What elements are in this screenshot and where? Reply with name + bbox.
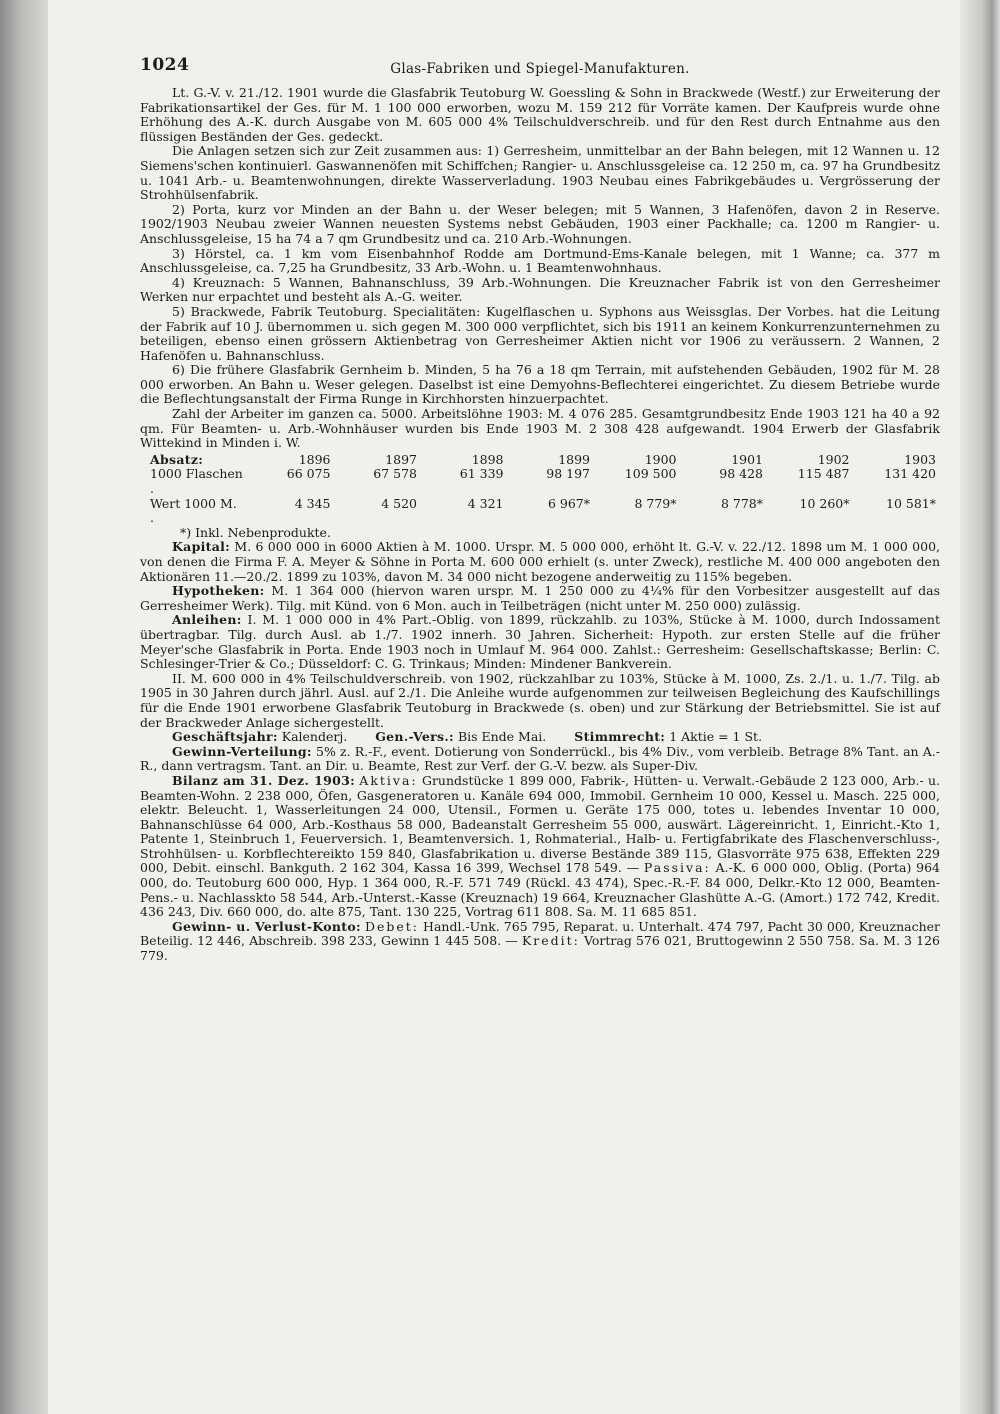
- year-cell: 1900: [644, 451, 677, 467]
- paragraph-acquisition: Lt. G.-V. v. 21./12. 1901 wurde die Glasfabrik Teutoburg W. Goessling & Sohn in Brackwede (Westf.) zur Erweiterung der Fabrikationsartikel der Ges. für M. 1 100 000 erworben, wozu M. 159 212 für Vorräte kamen. Der Kaufpreis wurde ohne Erhöhung des A.-K. durch Ausgabe von M. 605 000 4% Teilschuldverschreib. und für den Rest durch Entnahme aus den flüssigen Beständen der Ges. gedeckt.: [140, 85, 940, 144]
- year-cell: 1898: [471, 451, 504, 467]
- value-cell: 115 487: [797, 466, 850, 482]
- year-cell: 1897: [385, 451, 417, 467]
- anleihen-text: I. M. 1 000 000 in 4% Part.-Oblig. von 1899, rückzahlb. zu 103%, Stücke à M. 1000, durch Indossament übertragbar. Tilg. durch Ausl. ab 1./7. 1902 innerh. 30 Jahren. Sicherheit: Hypoth. zur ersten Stelle auf die früher Meyer'sche Glasfabrik in Porta. Ende 1903 noch in Umlauf M. 964 000. Zahlst.: Gerresheim: Gesellschaftskasse; Berlin: C. Schlesinger-Trier & Co.; Düsseldorf: C. G. Trinkaus; Minden: Mindener Bankverein.: [140, 612, 940, 672]
- paragraph-porta: 2) Porta, kurz vor Minden an der Bahn u. der Weser belegen; mit 5 Wannen, 3 Hafenöfen, davon 2 in Reserve. 1902/1903 Neubau zweier Wannen neuesten Systems nebst Gebäuden, 1903 einer Packhalle; ca. 1200 m Rangier- u. Anschlussgeleise, 15 ha 74 a 7 qm Grundbesitz und ca. 210 Arb.-Wohnungen.: [140, 201, 940, 246]
- year-cell: 1901: [731, 451, 763, 467]
- section-anleihen-ii: II. M. 600 000 in 4% Teilschuldverschreib. von 1902, rückzahlbar zu 103%, Stücke à M. 1000, Zs. 2./1. u. 1./7. Tilg. ab 1905 in 30 Jahren durch jährl. Ausl. auf 2./1. Die Anleihe wurde aufgenommen zur teilweisen Begleichung des Kaufschillings für die Ende 1901 erworbene Glasfabrik Teutoburg in Brackwede (s. oben) und zur Stärkung der Betriebsmittel. Sie ist auf der Brackweder Anlage sichergestellt.: [140, 670, 940, 730]
- guv-label: Gewinn- u. Verlust-Konto:: [172, 918, 361, 934]
- gewinnverteilung-text: 5% z. R.-F., event. Dotierung von Sonderrückl., bis 4% Div., vom verbleib. Betrage 8% Tant. an A.-R., dann vertragsm. Tant. an Dir. u. Beamte, Rest zur Verf. der G.-V. bezw. als Super-Div.: [140, 743, 940, 774]
- absatz-footnote: *) Inkl. Nebenprodukte.: [180, 524, 331, 540]
- section-kapital: [140, 540, 940, 584]
- section-gewinnverteilung: [140, 745, 940, 774]
- value-cell: 61 339: [459, 466, 504, 482]
- anleihen-label: Anleihen:: [172, 612, 242, 628]
- debet-label: Debet:: [364, 918, 420, 934]
- year-cell: 1899: [558, 451, 590, 467]
- value-cell: 98 197: [546, 466, 590, 482]
- section-hypotheken: [140, 584, 940, 613]
- geschaeftsjahr-text: Kalenderj.: [281, 729, 348, 745]
- stimmrecht-text: 1 Aktie = 1 St.: [669, 729, 763, 745]
- value-cell: 4 520: [381, 495, 417, 511]
- stimmrecht-label: Stimmrecht:: [574, 729, 666, 745]
- kapital-label: Kapital:: [172, 539, 231, 555]
- value-cell: 67 578: [373, 466, 417, 482]
- absatz-table: [140, 453, 940, 541]
- paragraph-hoerstel: 3) Hörstel, ca. 1 km vom Eisenbahnhof Rodde am Dortmund-Ems-Kanale belegen, mit 1 Wanne; ca. 377 m Anschlussgeleise, ca. 7,25 ha Grundbesitz, 33 Arb.-Wohn. u. 1 Beamtenwohnhaus.: [140, 245, 940, 276]
- section-bilanz: [140, 774, 940, 920]
- value-cell: 66 075: [286, 466, 331, 482]
- paragraph-workers: Zahl der Arbeiter im ganzen ca. 5000. Arbeitslöhne 1903: M. 4 076 285. Gesamtgrundbesitz Ende 1903 121 ha 40 a 92 qm. Für Beamten- u. Arb.-Wohnhäuser wurden bis Ende 1903 M. 2 308 428 aufgewandt. 1904 Erwerb der Glasfabrik Wittekind in Minden i. W.: [140, 406, 940, 451]
- absatz-label: Absatz:: [150, 451, 204, 467]
- year-cell: 1896: [298, 451, 331, 467]
- value-cell: 4 321: [467, 495, 504, 511]
- passiva-label: Passiva:: [643, 860, 711, 876]
- value-cell: 98 428: [719, 466, 763, 482]
- paragraph-brackwede: 5) Brackwede, Fabrik Teutoburg. Specialitäten: Kugelflaschen u. Syphons aus Weissglas. Der Vorbes. hat die Leitung der Fabrik auf 10 J. übernommen u. sich gegen M. 300 000 verpflichtet, sich bis 1911 an keinem Konkurrenzunternehmen zu beteiligen, ebenso einen grössern Aktienbetrag von Gerresheimer Aktien nicht vor 1906 zu veräussern. 2 Wannen, 2 Hafenöfen u. Bahnanschluss.: [140, 303, 940, 363]
- hypotheken-text: M. 1 364 000 (hiervon waren urspr. M. 1 250 000 zu 4¼% für den Vorbesitzer ausgestellt auf das Gerresheimer Werk). Tilg. mit Künd. von 6 Mon. auch in Teilbeträgen (nicht unter M. 250 000) zulässig.: [140, 583, 940, 613]
- row-label: 1000 Flaschen .: [150, 466, 243, 497]
- value-cell: 8 779*: [634, 495, 677, 511]
- value-cell: 10 260*: [799, 495, 850, 511]
- page-number: 1024: [140, 55, 190, 75]
- aktiva-text: Grundstücke 1 899 000, Fabrik-, Hütten- u. Verwalt.-Gebäude 2 123 000, Arb.- u. Beamten-Wohn. 2 238 000, Öfen, Gasgeneratoren u. Kanäle 694 000, Immobil. Gernheim 10 000, Kessel u. Masch. 225 000, elektr. Beleucht. 1, Wasserleitungen 24 000, Utensil., Formen u. Geräte 175 000, totes u. lebendes Inventar 10 000, Bahnanschlüsse 64 000, Arb.-Kosthaus 58 000, Badeanstalt Gerresheim 55 000, auswärt. Lägereinricht. 1, Einricht.-Kto 1, Patente 1, Steinbruch 1, Feuerversich. 1, Beamtenversich. 1, Rohmaterial., Halb- u. Fertigfabrikate des Flaschenverschluss-, Strohhülsen- u. Korbflechtereikto 159 840, Glasfabrikation u. diverse Bestände 389 115, Glasvorräte 975 638, Effekten 229 000, Debit. einschl. Bankguth. 2 162 304, Kassa 16 399, Wechsel 178 549. —: [140, 772, 940, 876]
- value-cell: 6 967*: [547, 495, 590, 511]
- gewinnverteilung-label: Gewinn-Verteilung:: [172, 743, 312, 759]
- geschaeftsjahr-label: Geschäftsjahr:: [172, 729, 278, 745]
- kredit-text: Vortrag 576 021, Bruttogewinn 2 550 758. Sa. M. 3 126 779.: [140, 933, 940, 964]
- paragraph-gernheim: 6) Die frühere Glasfabrik Gernheim b. Minden, 5 ha 76 a 18 qm Terrain, mit aufstehenden Gebäuden, 1902 für M. 28 000 erworben. An Bahn u. Weser gelegen. Daselbst ist eine Demyohns-Beflechterei eingerichtet. Zu diesem Betriebe wurde die Beflechtungsanstalt der Firma Runge in Kirchhorsten hinzuerpachtet.: [140, 362, 940, 407]
- debet-text: Handl.-Unk. 765 795, Reparat. u. Unterhalt. 474 797, Pacht 30 000, Kreuznacher Beteilig. 12 446, Abschreib. 398 233, Gewinn 1 445 508. —: [140, 918, 940, 949]
- passiva-text: A.-K. 6 000 000, Oblig. (Porta) 964 000, do. Teutoburg 600 000, Hyp. 1 364 000, R.-F. 571 749 (Rückl. 43 474), Spec.-R.-F. 84 000, Delkr.-Kto 12 000, Beamten-Pens.- u. Nachlasskto 58 544, Arb.-Unterst.-Kasse (Kreuznach) 19 664, Kreuznacher Glashütte A.-G. (Amort.) 172 742, Kredit. 436 243, Div. 660 000, do. alte 875, Tant. 130 225, Vortrag 611 808. Sa. M. 11 685 851.: [140, 860, 940, 920]
- value-cell: 8 778*: [720, 495, 763, 511]
- year-cell: 1903: [904, 451, 936, 467]
- absatz-row-value: [140, 497, 940, 526]
- year-cell: 1902: [817, 451, 850, 467]
- page-header: [140, 55, 940, 86]
- section-guv: [140, 920, 940, 964]
- kredit-label: Kredit:: [521, 933, 580, 949]
- paragraph-gerresheim: Die Anlagen setzen sich zur Zeit zusammen aus: 1) Gerresheim, unmittelbar an der Bahn belegen, mit 12 Wannen u. 12 Siemens'schen kontinuierl. Gaswannenöfen mit Schiffchen; Rangier- u. Anschlussgeleise ca. 12 250 m, ca. 97 ha Grundbesitz u. 1041 Arb.- u. Beamtenwohnungen, direkte Wasserverladung. 1903 Neubau eines Fabrikgebäudes u. Vergrösserung der Strohhülsenfabrik.: [140, 143, 940, 203]
- value-cell: 131 420: [884, 466, 936, 482]
- left-page-shadow: [0, 0, 48, 1414]
- right-page-edge: [960, 0, 1000, 1414]
- value-cell: 4 345: [294, 495, 331, 511]
- kapital-text: M. 6 000 000 in 6000 Aktien à M. 1000. Urspr. M. 5 000 000, erhöht lt. G.-V. v. 22./12. 1898 um M. 1 000 000, von denen die Firma F. A. Meyer & Söhne in Porta M. 600 000 erhielt (s. unter Zweck), restliche M. 400 000 angeboten den Aktionären 11.—20./2. 1899 zu 103%, davon M. 34 000 nicht bezogene anderweitig zu 115% begeben.: [140, 539, 940, 584]
- absatz-row-bottles: [140, 467, 940, 496]
- section-meta: [140, 730, 940, 745]
- running-title: Glas-Fabriken und Spiegel-Manufakturen.: [390, 61, 690, 77]
- value-cell: 10 581*: [886, 495, 936, 511]
- value-cell: 109 500: [624, 466, 677, 482]
- document-page: [140, 55, 940, 964]
- section-anleihen: [140, 613, 940, 671]
- row-label: Wert 1000 M. .: [150, 495, 237, 526]
- absatz-header-row: [140, 453, 940, 468]
- bilanz-label: Bilanz am 31. Dez. 1903:: [172, 772, 355, 788]
- genvers-text: Bis Ende Mai.: [457, 729, 547, 745]
- hypotheken-label: Hypotheken:: [172, 583, 265, 599]
- aktiva-label: Aktiva:: [359, 772, 418, 788]
- paragraph-kreuznach: 4) Kreuznach: 5 Wannen, Bahnanschluss, 39 Arb.-Wohnungen. Die Kreuznacher Fabrik ist von den Gerresheimer Werken nur erpachtet und besteht als A.-G. weiter.: [140, 274, 940, 305]
- genvers-label: Gen.-Vers.:: [375, 729, 454, 745]
